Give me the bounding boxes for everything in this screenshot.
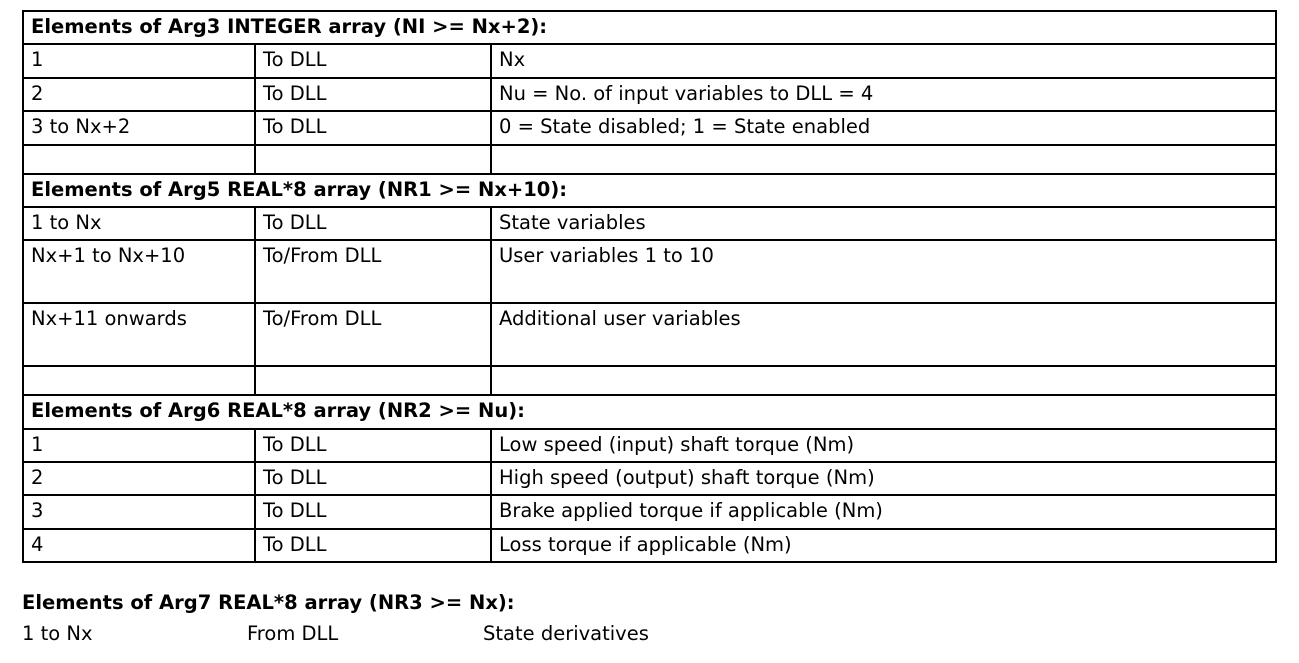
table-header-row bbox=[23, 174, 1276, 207]
table-row bbox=[23, 111, 1276, 144]
table-row bbox=[23, 429, 1276, 462]
row-direction: To/From DLL bbox=[255, 240, 491, 303]
row-description: State variables bbox=[491, 207, 1276, 240]
row-index: 4 bbox=[23, 529, 255, 562]
row-description bbox=[491, 366, 1276, 395]
row-description: Nu = No. of input variables to DLL = 4 bbox=[491, 78, 1276, 111]
table-row bbox=[23, 207, 1276, 240]
table-blank-row bbox=[23, 366, 1276, 395]
row-description: User variables 1 to 10 bbox=[491, 240, 1276, 303]
row-index: 2 bbox=[23, 78, 255, 111]
table-row bbox=[23, 529, 1276, 562]
row-direction: To DLL bbox=[255, 78, 491, 111]
arg3-table bbox=[22, 10, 1277, 563]
row-direction bbox=[255, 145, 491, 174]
row-direction: To DLL bbox=[255, 44, 491, 77]
row-description: State derivatives bbox=[483, 621, 649, 644]
row-direction: To DLL bbox=[255, 529, 491, 562]
row-description: 0 = State disabled; 1 = State enabled bbox=[491, 111, 1276, 144]
row-description: Additional user variables bbox=[491, 303, 1276, 366]
row-description: Brake applied torque if applicable (Nm) bbox=[491, 495, 1276, 528]
table-row bbox=[23, 495, 1276, 528]
row-index bbox=[23, 145, 255, 174]
row-index: 1 bbox=[23, 44, 255, 77]
row-direction: To DLL bbox=[255, 462, 491, 495]
arg3-table-title: Elements of Arg3 INTEGER array (NI >= Nx+2): bbox=[23, 11, 1276, 44]
table-row bbox=[23, 303, 1276, 366]
row-index: 1 to Nx bbox=[22, 621, 93, 644]
row-description: High speed (output) shaft torque (Nm) bbox=[491, 462, 1276, 495]
row-direction: To/From DLL bbox=[255, 303, 491, 366]
table-row bbox=[23, 240, 1276, 303]
row-index: Nx+11 onwards bbox=[23, 303, 255, 366]
table-blank-row bbox=[23, 145, 1276, 174]
row-description: Low speed (input) shaft torque (Nm) bbox=[491, 429, 1276, 462]
row-direction: To DLL bbox=[255, 111, 491, 144]
row-description: Nx bbox=[491, 44, 1276, 77]
row-description bbox=[491, 145, 1276, 174]
arg6-table-title: Elements of Arg6 REAL*8 array (NR2 >= Nu): bbox=[23, 395, 1276, 428]
row-index bbox=[23, 366, 255, 395]
row-index: 3 bbox=[23, 495, 255, 528]
row-index: 2 bbox=[23, 462, 255, 495]
row-description: Loss torque if applicable (Nm) bbox=[491, 529, 1276, 562]
row-direction bbox=[255, 366, 491, 395]
row-index: 3 to Nx+2 bbox=[23, 111, 255, 144]
row-index: 1 to Nx bbox=[23, 207, 255, 240]
row-direction: From DLL bbox=[247, 621, 339, 644]
table-row bbox=[23, 78, 1276, 111]
row-index: 1 bbox=[23, 429, 255, 462]
table-row bbox=[23, 44, 1276, 77]
row-direction: To DLL bbox=[255, 207, 491, 240]
row-direction: To DLL bbox=[255, 495, 491, 528]
arg7-first-row bbox=[22, 622, 1277, 644]
table-header-row bbox=[23, 395, 1276, 428]
table-row bbox=[23, 462, 1276, 495]
table-header-row bbox=[23, 11, 1276, 44]
row-direction: To DLL bbox=[255, 429, 491, 462]
arg5-table-title: Elements of Arg5 REAL*8 array (NR1 >= Nx+10): bbox=[23, 174, 1276, 207]
row-index: Nx+1 to Nx+10 bbox=[23, 240, 255, 303]
arg7-table-title: Elements of Arg7 REAL*8 array (NR3 >= Nx): bbox=[22, 591, 515, 615]
